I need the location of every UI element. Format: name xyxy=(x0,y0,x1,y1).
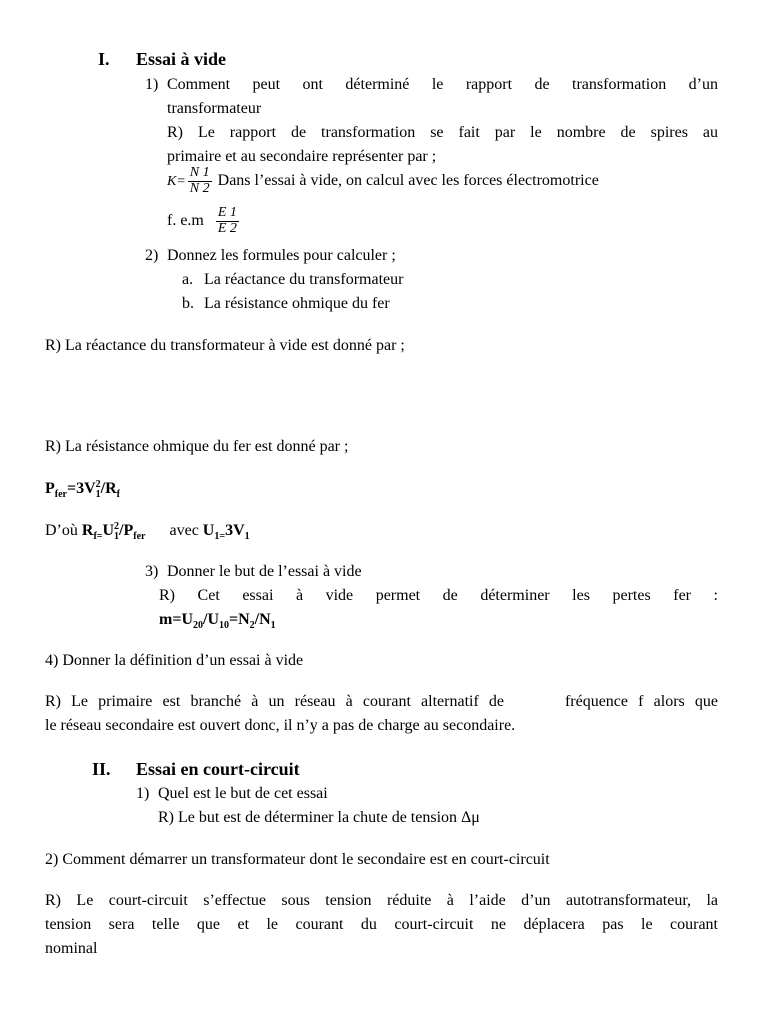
answer-text: nominal xyxy=(45,940,98,957)
answer-text: R) Le court-circuit s’effectue sous tension réduite à l’aide d’un autotransformateur, la xyxy=(45,892,718,909)
ratio-formula xyxy=(167,166,599,196)
fraction-numerator: N 1 xyxy=(189,165,210,180)
question-text: Comment peut ont déterminé le rapport de transformation d’un xyxy=(167,76,718,93)
answer-text: tension sera telle que et le courant du court-circuit ne déplacera pas le courant xyxy=(45,916,718,933)
pfer-formula: $P_{fer}=3V_1^2/R_f$ xyxy=(45,478,121,501)
section-number: I. xyxy=(98,49,110,69)
fraction xyxy=(188,166,212,196)
fraction-denominator: N 2 xyxy=(189,180,210,196)
list-item: La résistance ohmique du fer xyxy=(204,295,390,312)
section-number: II. xyxy=(92,759,111,779)
question-text: 2) Comment démarrer un transformateur dont le secondaire est en court-circuit xyxy=(45,851,550,868)
answer-text: R) La résistance ohmique du fer est donné par ; xyxy=(45,438,349,455)
answer-text: le réseau secondaire est ouvert donc, il n’y a pas de charge au secondaire. xyxy=(45,717,516,734)
fem-formula xyxy=(167,206,241,236)
question-text: Donner le but de l’essai à vide xyxy=(167,563,362,580)
question-text: Quel est le but de cet essai xyxy=(158,785,328,802)
question-text: 4) Donner la définition d’un essai à vide xyxy=(45,652,304,669)
list-item: La réactance du transformateur xyxy=(204,271,404,288)
question-number: 3) xyxy=(145,563,159,580)
question-text: Donnez les formules pour calculer ; xyxy=(167,247,396,264)
list-marker: b. xyxy=(182,295,194,312)
section-title: Essai en court-circuit xyxy=(136,759,300,779)
answer-text: primaire et au secondaire représenter par ; xyxy=(167,148,437,165)
fraction xyxy=(216,206,239,236)
question-number: 2) xyxy=(145,247,159,264)
fraction-denominator: E 2 xyxy=(217,220,237,236)
formula-description: Dans l’essai à vide, on calcul avec les forces électromotrice xyxy=(217,171,599,189)
m-formula: $m=U_{20}/U_{10}=N_2/N_1$ xyxy=(159,611,276,632)
answer-text: R) Cet essai à vide permet de déterminer les pertes fer : xyxy=(159,587,718,604)
list-marker: a. xyxy=(182,271,194,288)
section-title: Essai à vide xyxy=(136,49,227,69)
question-number: 1) xyxy=(145,76,159,93)
rf-formula: D’où $R_{f=}U_1^2/P_{fer}$ avec $U_{1=}3V_1$ xyxy=(45,520,250,543)
answer-text: R) Le primaire est branché à un réseau à courant alternatif de fréquence f alors que xyxy=(45,693,718,710)
question-text: transformateur xyxy=(167,100,262,117)
answer-text: R) La réactance du transformateur à vide est donné par ; xyxy=(45,337,405,354)
answer-text: R) Le but est de déterminer la chute de tension Δμ xyxy=(158,809,480,826)
fraction-numerator: E 1 xyxy=(217,205,237,220)
fem-label: f. e.m xyxy=(167,211,204,229)
question-number: 1) xyxy=(136,785,150,802)
answer-text: R) Le rapport de transformation se fait par le nombre de spires au xyxy=(167,124,718,141)
formula-lhs: K= xyxy=(167,173,186,189)
